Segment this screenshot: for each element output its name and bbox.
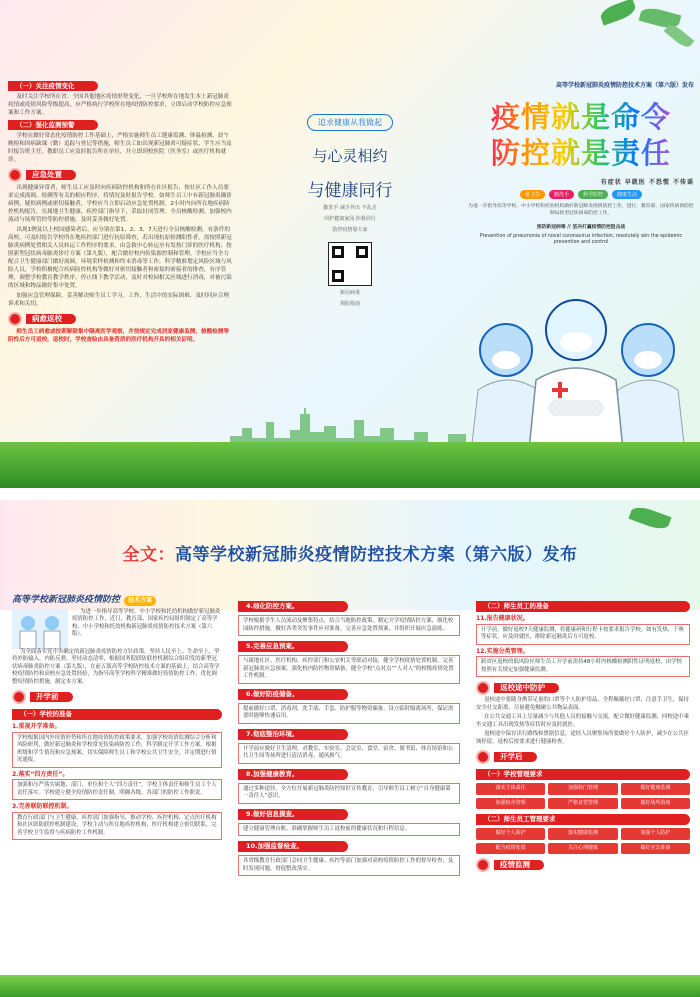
- item-text: 学校根据国内外疫情形势和所在地疫情防控政策要求，加强学校疫情监测综合分析和风险研判，做好新冠肺炎和学校常见传染病防控工作，科学制定开学工作方案，根据班级和学生情况和应急预案，切实保障师生员工和学校公共卫生安全，并定期进行情况通报。: [12, 732, 222, 768]
- brochure-outside: [0, 0, 700, 488]
- chapter-label: 开学前: [30, 692, 73, 702]
- tag: 科学防控: [578, 190, 608, 199]
- inside-title: [0, 540, 700, 565]
- section-title: （二）师生员工的准备: [476, 601, 690, 612]
- cover-subtitle: 有症状 早就医 不恐慌 不传谣: [600, 179, 694, 186]
- chapter-label: 开学后: [494, 752, 537, 762]
- section-text: 学校在做好常态化疫情防控工作基础上，严格实施师生员工健康监测、体温检测、晨午晚检和因病缺课（勤）追踪与登记等措施，师生员工如出现新冠肺炎可疑症状，学生应当及时报告班主任，教职员工应及时报告所在单位，并立即到校医院（医务室）或医疗机构就诊。: [8, 133, 232, 163]
- section-title: （一）关注疫情变化: [8, 81, 98, 91]
- middle-panel: [250, 110, 450, 350]
- grid-cell: 加强校门管理: [548, 783, 617, 795]
- tag-row: [468, 190, 694, 199]
- item-text: 学校根据学生人员流动及聚集特点，结合当地防控政策，制定开学疫情防控方案，细化校园防控措施，做好各类突发事件应对准备，完善应急处置预案，并组织开展应急演练。: [238, 615, 460, 636]
- item-text: 返校途中要随身携带足量的口罩等个人防护用品，全程佩戴好口罩，注意手卫生，保持安全社交距离，尽量避免触碰公共物品表面。: [476, 697, 689, 711]
- chapter-heading: [12, 690, 222, 704]
- item-title: 9.做好信息摸查。: [238, 809, 348, 820]
- leaf-decoration: [664, 22, 695, 50]
- caption: 预防指南: [339, 301, 360, 307]
- column-heading: 高等学校新冠肺炎疫情防控: [12, 595, 121, 605]
- chapter-heading: [476, 750, 690, 764]
- item-block: [238, 769, 460, 804]
- headline-2: 与健康同行: [307, 181, 393, 201]
- section-text: 师生员工病愈或按期解除集中隔离医学观察，并按规定完成居家健康监测、核酸检测等阴性后方可返校，返校时，学校查验由具备资质的医疗机构开具的相关证明。: [8, 329, 229, 343]
- bullet-icon: [12, 690, 26, 704]
- grid-cell: 做好应急准备: [621, 843, 690, 855]
- chapter-heading: [476, 858, 690, 872]
- item-text: 与属地社区、医疗机构、疾控部门和公安机关等联动对接，健全学校疫情处置机制，完善新冠肺炎应急预案，强化校内防控物资储备，健全学校“点对点”“人对人”的校级疫情处置工作机制。: [238, 655, 460, 684]
- inside-title-main: 高等学校新冠肺炎疫情防控技术方案（第六版）发布: [175, 545, 578, 565]
- item-block: [238, 641, 460, 684]
- slogan-pill: 追求健康从我做起: [307, 114, 393, 131]
- cover-footer: 预防新冠病毒 // 坚决打赢疫情防控阻击战: [536, 225, 626, 230]
- item-text: 通过多种途径，全方位开展新冠肺炎防控知识宣传教育，引导师生员工树立“自身健康第一责任人”意识。: [238, 783, 460, 804]
- grass-decoration: [0, 442, 700, 488]
- grid-cell: 严格食堂管理: [548, 798, 617, 810]
- brochure-inside: [0, 500, 700, 997]
- chapter-heading: [476, 681, 690, 695]
- item-title: 10.加强监督检查。: [238, 841, 348, 852]
- cover-blurb: 为进一步指导高等学校、中小学校和托幼机构做好新冠肺炎疫情防控工作，进行、教育部、国家疾病预防控制局新型冠状病毒防控工作。: [468, 204, 694, 216]
- caption: 同护健康家园 你我同行: [324, 216, 376, 222]
- grid-cell: 加强宿舍管理: [476, 798, 545, 810]
- caption: 新冠病毒: [339, 290, 360, 296]
- item-text: 在公共交通工具上尽量减少与其他人员的接触与交流，配合做好健康监测，回校途中乘坐交通工具出现发热等症状时应及时就医。: [476, 714, 689, 728]
- chapter-label: 返校途中防护: [494, 683, 559, 693]
- section-text: 及时关注学校所在省、全国其他地区疫情形势变化，一旦学校所在地发生本土新冠肺炎疫情或疫情风险等级提高，应严格执行学校所在地疫情防控要求，立即启动学校防控应急预案和工作方案。: [8, 94, 232, 116]
- item-block: [238, 729, 460, 764]
- item-title: 6.做好防疫储备。: [238, 689, 348, 700]
- grid-cell: 关注心理健康: [548, 843, 617, 855]
- inside-title-prefix: 全文：: [122, 545, 175, 565]
- grid-cell: 做好场所消毒: [621, 798, 690, 810]
- tag: 勤洗手: [549, 190, 574, 199]
- grid-cell: 配合疫情处置: [476, 843, 545, 855]
- item-text: 教育行政部门与卫生健康、疾控部门加强指导，推动学校、疾控机构、定点医疗机构和社区联防联控机制建设，学校主动与所在地疾控机构、医疗机构建立密切联系，完善学校卫生监督与疾病防控工作机制。: [12, 812, 222, 841]
- bullet-icon: [8, 312, 22, 326]
- item-text: 各省级教育行政部门会同卫生健康、疾控等部门加强对高校疫情防控工作的督导检查，及时发现问题，督促整改落实。: [238, 855, 460, 876]
- item-title: 11.报告健康状况。: [476, 615, 529, 622]
- item-block: [238, 689, 460, 724]
- headline-1: 与心灵相约: [312, 147, 388, 165]
- inside-column-2: [238, 596, 460, 879]
- bullet-icon: [476, 681, 490, 695]
- item-title: 7.彻底整治环境。: [238, 729, 348, 740]
- chapter-heading: [8, 312, 234, 326]
- item-title: 12.实施分类管理。: [476, 647, 529, 655]
- section-text: 出现1例及以上校园感染者后，应分别在第1、2、3、7天进行全员核酸检测，有条件的高校，可及时报告学校所在地疾控部门进行抗原筛查，若出现抗原检测阳性者，需按照新冠肺炎病例处置相关人员转运工作程序的要求，由急救中心转运至有发热门诊的医疗机构，按照新型冠状病毒肺炎诊疗方案（第九版），配合做好校内传染源控制和管理。学校应当全力配合卫生健康部门做好流调、环境采样检测和终末消毒等工作，科学精准划定风险区域与风险人员，学校积极配合疾病防控机构等做好对密切接触者和密接的密接者的排查，有序管理，调整学校教育教学秩序，停止线下教学活动，及时对校园相关区域进行消毒，对被污染的区域和物品做好集中处置。: [8, 227, 232, 289]
- grid-cell: 落实主体责任: [476, 783, 545, 795]
- caption: 防控疫情靠大家: [332, 227, 368, 233]
- item-text: 开学前，做好返校7天健康监测，将健康码和行程卡按要求报告学校，如有发热、干咳等症状，应及时就医，排除新冠肺炎后方可返校。: [476, 624, 690, 645]
- cover-kicker: 高等学校新冠肺炎疫情防控技术方案（第六版）发布: [555, 82, 694, 89]
- section-text: 加强应急管理保障，妥善解决师生员工学习、工作、生活中的实际困难，及时回应合理诉求和关切。: [8, 293, 229, 307]
- grid-cell: 落实健康监测: [548, 828, 617, 840]
- slogan-line-2: 防控就是责任: [490, 136, 671, 170]
- right-panel: [468, 80, 694, 280]
- item-text: 加强和压严落实属地、部门、单位和个人“四方责任”，学校主体责任和师生员工个人责任落实。学校建立健全疫情防控责任制，明确各级、各部门的防控工作职责。: [12, 779, 222, 800]
- bullet-icon: [8, 168, 22, 182]
- bullet-icon: [476, 750, 490, 764]
- leaf-decoration: [598, 0, 637, 26]
- caption: 勤洗手 减少外出 不乱走: [323, 205, 377, 211]
- staff-thumbnail-icon: [12, 609, 68, 649]
- inside-column-3: [476, 596, 690, 874]
- section-title: （二）师生员工管理要求: [476, 814, 690, 825]
- tag: 健康生活: [612, 190, 642, 199]
- chapter-label: 应急处置: [26, 170, 76, 180]
- item-text: 跨省区返校的低风险区师生员工开学前需持48小时内核酸检测阴性证明返校，由学校按照有关规定加强健康监测。: [476, 656, 690, 677]
- item-text: 开学前应做好卫生清理，对教室、实验室、会议室、食堂、宿舍、图书馆、体育场馆和公共卫生间等场所进行清洁消毒，通风换气。: [238, 743, 460, 764]
- item-text: 返校途中保存出行路线和票据信息，途经人员聚集场所要做好个人防护，减少在公共区域停留，返校后按要求进行健康检查。: [476, 731, 689, 745]
- chapter-label: 疫情监测: [494, 860, 544, 870]
- item-title: 5.完善应急预案。: [238, 641, 348, 652]
- item-block: [238, 809, 460, 837]
- section-title: （一）学校管理要求: [476, 769, 690, 780]
- item-block: [238, 841, 460, 876]
- cover-slogan: [468, 99, 694, 171]
- item-text: 提前做好口罩、消毒剂、洗手液、手套、防护服等物资储备，设立临时隔离场所，保证需要时能够快速启用。: [238, 703, 460, 724]
- left-panel: [8, 78, 234, 478]
- item-block: [238, 601, 460, 636]
- bullet-icon: [476, 858, 490, 872]
- column-badge: 技术方案: [124, 596, 156, 606]
- inside-column-1: [12, 596, 222, 843]
- intro-text: 为进一步指导高等学校、中小学校和托幼机构做好新冠肺炎疫情防控工作，近日，教育部、国家疾控局组织制定了高等学校、中小学校和托幼机构新冠肺炎疫情防控技术方案（第六版）。: [72, 608, 221, 637]
- grid-cell: 做好个人防护: [476, 828, 545, 840]
- item-text: 建立健康管理台账，准确掌握师生员工返校前的健康状况和行程信息。: [238, 823, 460, 837]
- item-title: 3.完善联防联控机制。: [12, 803, 73, 810]
- section-title: （一）学校的准备: [12, 709, 222, 720]
- chapter-label: 病愈返校: [26, 314, 76, 324]
- page-divider: [0, 488, 700, 500]
- grid-cell: 加强个人防护: [621, 828, 690, 840]
- requirement-grid: [476, 783, 690, 809]
- qr-code-icon: [328, 242, 372, 286]
- grass-decoration: [0, 975, 700, 997]
- section-title: （二）强化监测预警: [8, 120, 98, 130]
- item-title: 1.重视开学准备。: [12, 723, 61, 730]
- item-title: 8.加强健康教育。: [238, 769, 348, 780]
- slogan-line-1: 疫情就是命令: [490, 100, 671, 134]
- intro-text: 为全面落实党中央确定的新冠肺炎疫情防控方针政策，坚持人民至上、生命至上，坚持外防输入、内防反弹，坚持动态清零，根据国务院联防联控机制综合组印发的新型冠状病毒肺炎防控方案（第九版），在前五版高等学校防控技术方案的基础上，结合高等学校疫情防控和高校应急处置经验，为指导高等学校科学精准做好疫情防控工作，优化调整疫情防控措施，制定本方案。: [12, 648, 220, 685]
- requirement-grid: [476, 828, 690, 854]
- grid-cell: 做好健康监测: [621, 783, 690, 795]
- tag: 讲卫生: [520, 190, 545, 199]
- cover-footer-en: Prevention of pneumonia of novel coronavirus infection, resolutely win the epidemic prevention and control: [479, 233, 683, 245]
- item-title: 4.细化防控方案。: [238, 601, 348, 612]
- item-title: 2.落实“四方责任”。: [12, 770, 69, 778]
- chapter-heading: [8, 168, 234, 182]
- section-text: 出现健康异常者，师生员工应及时向疾病防控机构和所在社区报告，按社区工作人员要求完成流调、检测等有关的相应程序，将情况及时报告学校。如师生员工中有新冠肺炎确诊病例、疑似病例或密切接触者，学校应当立即启动应急处置机制，2小时内向所在地疾病防控机构报告，在属地卫生健康、疾控部门指导下，采取封闭管理、全员核酸检测、加强校内流动与场所管控等防控措施，及时妥善做好处置。: [8, 185, 232, 223]
